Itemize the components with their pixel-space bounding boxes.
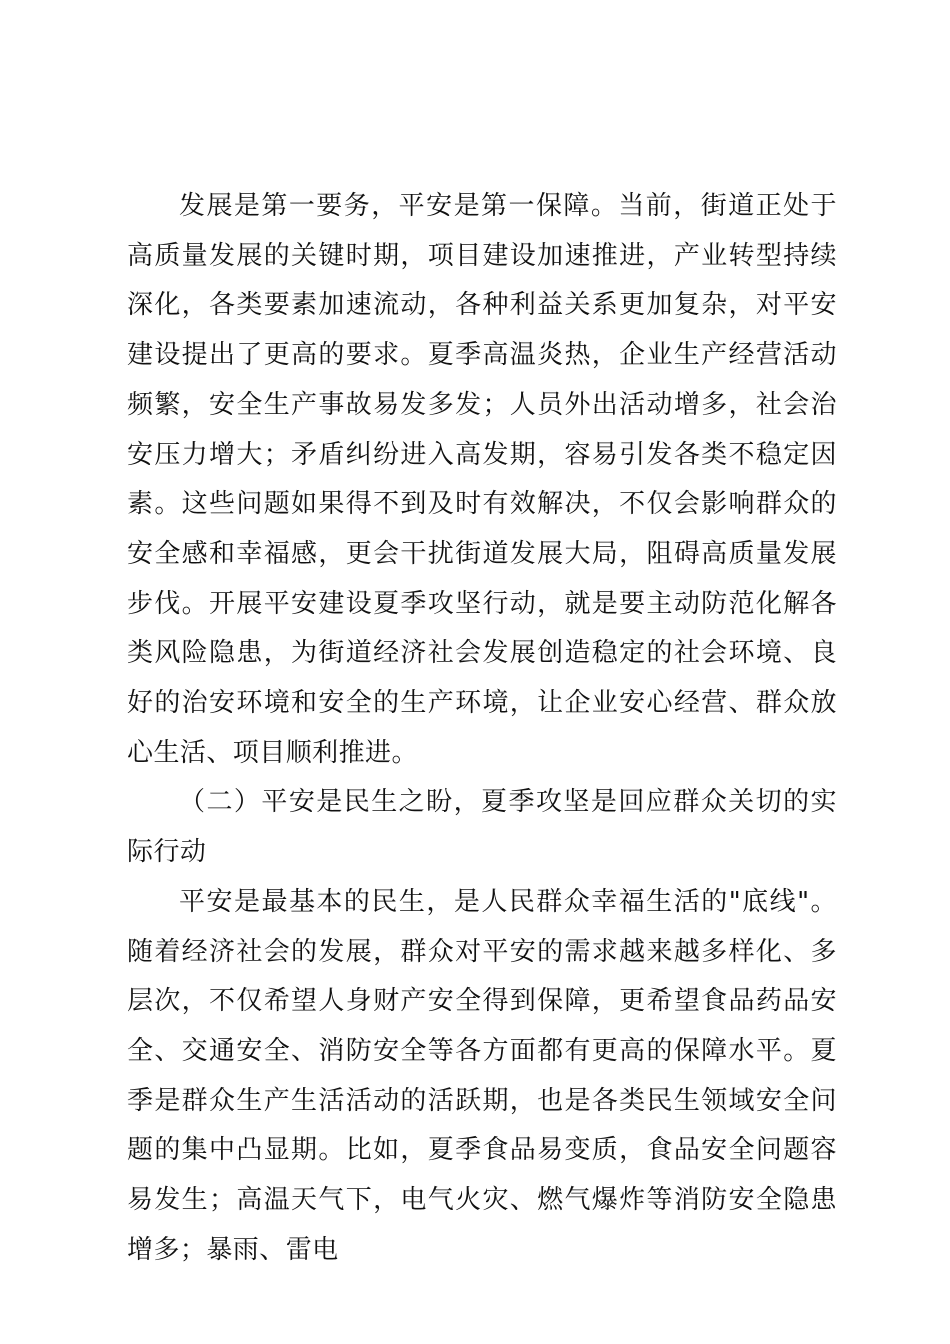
paragraph-development-safety: 发展是第一要务，平安是第一保障。当前，街道正处于高质量发展的关键时期，项目建设加速推进，产业转型持续深化，各类要素加速流动，各种利益关系更加复杂，对平安建设提出了更高的要求。夏季高温炎热，企业生产经营活动频繁，安全生产事故易发多发；人员外出活动增多，社会治安压力增大；矛盾纠纷进入高发期，容易引发各类不稳定因素。这些问题如果得不到及时有效解决，不仅会影响群众的安全感和幸福感，更会干扰街道发展大局，阻碍高质量发展步伐。开展平安建设夏季攻坚行动，就是要主动防范化解各类风险隐患，为街道经济社会发展创造稳定的社会环境、良好的治安环境和安全的生产环境，让企业安心经营、群众放心生活、项目顺利推进。 (127, 191, 837, 768)
section-heading-2: （二）平安是民生之盼，夏季攻坚是回应群众关切的实际行动 (127, 787, 837, 868)
document-body (127, 182, 837, 1275)
paragraph-livelihood-safety: 平安是最基本的民生，是人民群众幸福生活的"底线"。随着经济社会的发展，群众对平安的需求越来越多样化、多层次，不仅希望人身财产安全得到保障，更希望食品药品安全、交通安全、消防安全等各方面都有更高的保障水平。夏季是群众生产生活活动的活跃期，也是各类民生领域安全问题的集中凸显期。比如，夏季食品易变质，食品安全问题容易发生；高温天气下，电气火灾、燃气爆炸等消防安全隐患增多；暴雨、雷电 (127, 886, 837, 1265)
